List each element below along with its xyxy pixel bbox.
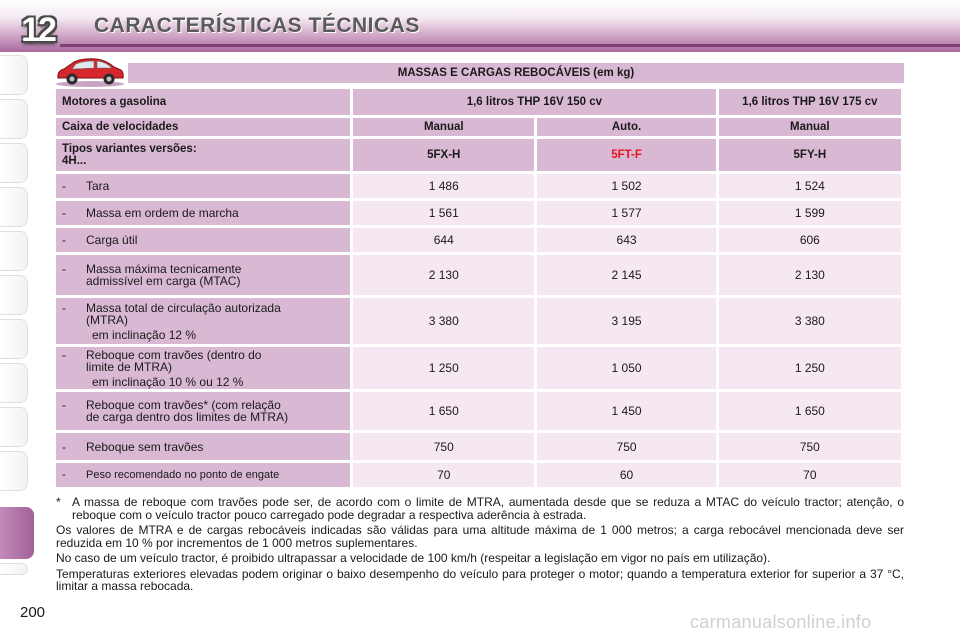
table-row [56,255,901,295]
gearbox-manual-2: Manual [719,118,901,136]
cell-value: 3 195 [537,298,715,344]
bullet-dash: - [62,469,66,481]
footnote-star-symbol: * [56,495,61,509]
cell-value: 1 577 [537,201,715,225]
row-label-text: Massa em ordem de marcha [86,206,239,220]
types-label-line-1: Tipos variantes versões: [62,143,197,155]
row-label-line-2: limite de MTRA) [86,359,173,374]
cell-value: 70 [719,463,901,487]
row-label [56,201,350,225]
chapter-tab[interactable] [0,451,28,491]
row-label-line-2: de carga dentro dos limites de MTRA) [86,410,289,424]
type-5fx-h: 5FX-H [353,139,534,171]
bullet-dash: - [62,398,66,412]
chapter-tab[interactable] [0,55,28,95]
row-label [56,392,350,430]
chapter-tab-active[interactable] [0,507,34,559]
gearbox-label: Caixa de velocidades [56,118,350,136]
footnotes [56,496,904,596]
footnote-star-text: A massa de reboque com travões pode ser, de acordo com o limite de MTRA, aumentada desde que se reduza a MTAC do veículo tractor; atenção, o reboque com o veículo tractor pouco carregado pode degradar a respectiva aderência à estrada. [72,495,904,522]
bullet-dash: - [62,233,66,247]
row-label-line-1: Reboque com travões* (com relação [86,398,281,412]
engine-row [56,89,901,115]
cell-value: 1 250 [719,347,901,389]
cell-value: 1 050 [537,347,715,389]
chapter-number: 12 [21,11,55,49]
cell-value: 2 145 [537,255,715,295]
chapter-tab[interactable] [0,231,28,271]
cell-value: 1 250 [353,347,534,389]
cell-value: 2 130 [353,255,534,295]
cell-value: 643 [537,228,715,252]
chapter-tab[interactable] [0,563,28,575]
gearbox-row [56,118,901,136]
types-label-line-2: 4H... [62,155,87,167]
cell-value: 750 [537,433,715,460]
row-label [56,174,350,198]
row-label-line-1: Massa total de circulação autorizada [86,300,281,315]
table-row [56,228,901,252]
cell-value: 750 [719,433,901,460]
page-number: 200 [20,604,46,621]
specs-table [53,86,904,490]
row-label-text: Peso recomendado no ponto de engate [86,469,280,481]
row-label [56,298,350,344]
row-label [56,463,350,487]
cell-value: 750 [353,433,534,460]
row-label-line-1: Massa máxima tecnicamente [86,262,242,276]
bullet-dash: - [62,179,66,193]
table-title: MASSAS E CARGAS REBOCÁVEIS (em kg) [128,63,904,83]
bullet-dash: - [62,347,66,362]
row-label [56,228,350,252]
cell-value: 644 [353,228,534,252]
gearbox-auto: Auto. [537,118,715,136]
bullet-dash: - [62,439,66,454]
chapter-tab[interactable] [0,275,28,315]
table-row [56,433,901,460]
row-label-text: Tara [86,179,110,193]
row-label-text: Carga útil [86,233,138,247]
cell-value: 1 450 [537,392,715,430]
header-divider [60,44,960,47]
chapter-tab[interactable] [0,319,28,359]
chapter-tab[interactable] [0,187,28,227]
bullet-dash: - [62,262,66,276]
bullet-dash: - [62,206,66,220]
row-label-line-2: (MTRA) [86,312,128,327]
row-label [56,433,350,460]
types-label [56,139,350,171]
table-row [56,298,901,344]
engine-150: 1,6 litros THP 16V 150 cv [353,89,716,115]
engine-label: Motores a gasolina [56,89,350,115]
cell-value: 1 486 [353,174,534,198]
gearbox-manual-1: Manual [353,118,534,136]
cell-value: 1 502 [537,174,715,198]
types-row [56,139,901,171]
table-row [56,174,901,198]
towing-table-section [56,63,904,490]
footnote-paragraph: No caso de um veículo tractor, é proibido ultrapassar a velocidade de 100 km/h (respeitar a legislação em vigor no país em utilização). [56,551,771,565]
chapter-tab[interactable] [0,99,28,139]
row-label [56,255,350,295]
engine-175: 1,6 litros THP 16V 175 cv [719,89,901,115]
chapter-tab[interactable] [0,363,28,403]
cell-value: 1 561 [353,201,534,225]
row-note: em inclinação 12 % [92,327,197,342]
row-label-text: Reboque sem travões [86,439,204,454]
chapter-tab[interactable] [0,407,28,447]
footnote-paragraph: Os valores de MTRA e de cargas rebocáveis indicadas são válidas para uma altitude máxima de 1 000 metros; a carga rebocável mencionada deve ser reduzida em 10 % por incrementos de 1 000 metros suplementares. [56,523,904,550]
table-row [56,201,901,225]
footnote-paragraph: Temperaturas exteriores elevadas podem originar o baixo desempenho do veículo para proteger o motor; quando a temperatura exterior for superior a 37 °C, limitar a massa rebocada. [56,566,904,593]
cell-value: 1 599 [719,201,901,225]
cell-value: 70 [353,463,534,487]
cell-value: 1 650 [353,392,534,430]
row-label [56,347,350,389]
page-title: CARACTERÍSTICAS TÉCNICAS [94,14,420,37]
table-row [56,347,901,389]
chapter-tab[interactable] [0,143,28,183]
table-row [56,463,901,487]
cell-value: 3 380 [719,298,901,344]
cell-value: 60 [537,463,715,487]
footnote-star [56,496,904,521]
row-label-line-1: Reboque com travões (dentro do [86,347,262,362]
watermark: carmanualsonline.info [690,612,872,632]
row-note: em inclinação 10 % ou 12 % [92,374,244,389]
type-5fy-h: 5FY-H [719,139,901,171]
row-label-line-2: admissível em carga (MTAC) [86,274,241,288]
cell-value: 606 [719,228,901,252]
cell-value: 1 650 [719,392,901,430]
cell-value: 1 524 [719,174,901,198]
table-row [56,392,901,430]
type-5ft-f: 5FT-F [537,139,715,171]
cell-value: 3 380 [353,298,534,344]
bullet-dash: - [62,300,66,315]
cell-value: 2 130 [719,255,901,295]
chapter-tabs [0,55,30,575]
